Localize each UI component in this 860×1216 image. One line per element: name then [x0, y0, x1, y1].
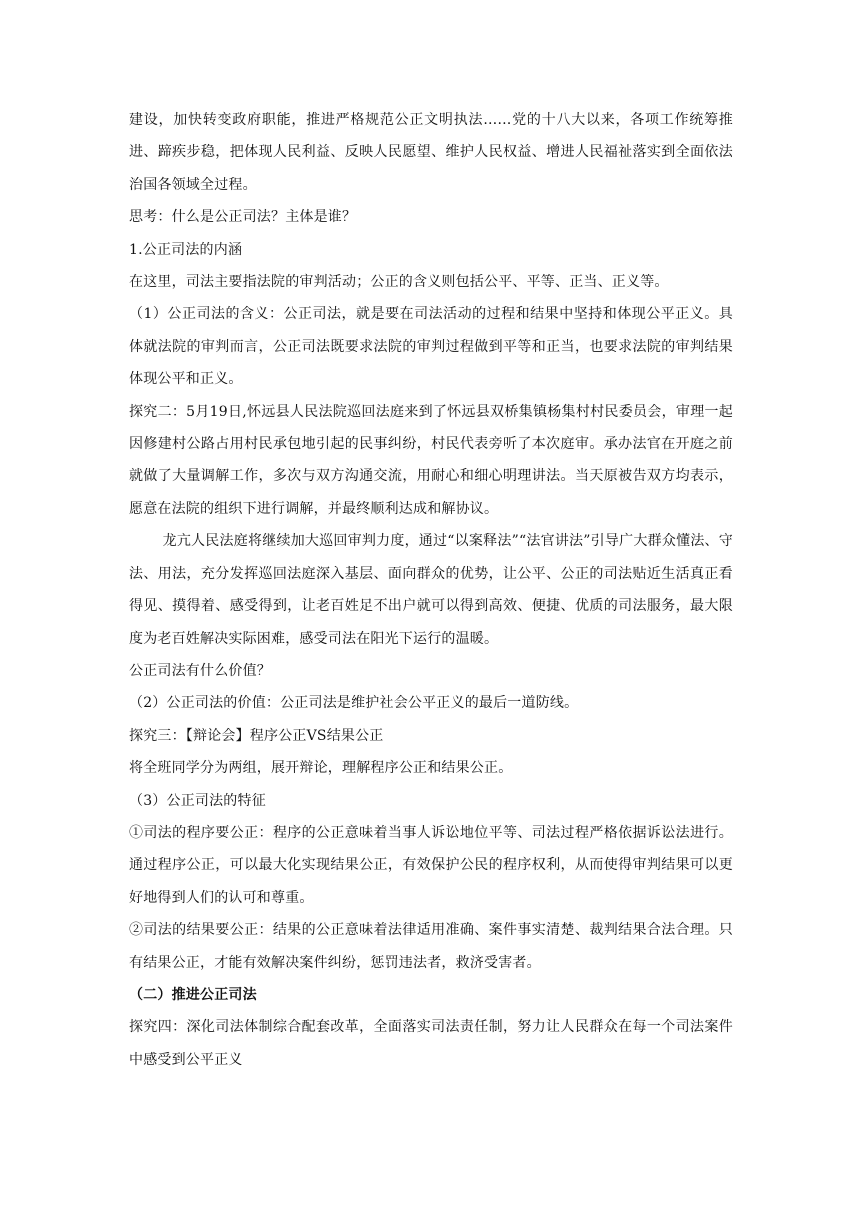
paragraph-debate-instruction: 将全班同学分为两组，展开辩论，理解程序公正和结果公正。 — [129, 760, 513, 777]
paragraph-question-value: 公正司法有什么价值？ — [129, 662, 271, 679]
heading-connotation: 1.公正司法的内涵 — [129, 241, 243, 258]
paragraph-meaning: （1）公正司法的含义：公正司法，就是要在司法活动的过程和结果中坚持和体现公平正义。具体就法院的审判而言，公正司法既要求法院的审判过程做到平等和正当，也要求法院的审判结果体现公平和正义。 — [129, 306, 733, 388]
heading-features: （3）公正司法的特征 — [129, 792, 266, 809]
document-body — [129, 104, 733, 1076]
paragraph-question-what-is-fair-justice: 思考：什么是公正司法？主体是谁？ — [129, 209, 357, 226]
paragraph-value: （2）公正司法的价值：公正司法是维护社会公平正义的最后一道防线。 — [129, 695, 579, 712]
paragraph-exploration-three: 探究三：【辩论会】程序公正VS结果公正 — [129, 727, 384, 744]
paragraph-result-justice: ②司法的结果要公正：结果的公正意味着法律适用准确、案件事实清楚、裁判结果合法合理。只有结果公正，才能有效解决案件纠纷，惩罚违法者，救济受害者。 — [129, 922, 733, 971]
paragraph-definition-of-terms: 在这里，司法主要指法院的审判活动；公正的含义则包括公平、平等、正当、正义等。 — [129, 274, 669, 291]
paragraph-procedural-justice: ①司法的程序要公正：程序的公正意味着当事人诉讼地位平等、司法过程严格依据诉讼法进行。通过程序公正，可以最大化实现结果公正，有效保护公民的程序权利，从而使得审判结果可以更好地得到人们的认可和尊重。 — [129, 824, 733, 906]
paragraph-exploration-four: 探究四：深化司法体制综合配套改革，全面落实司法责任制，努力让人民群众在每一个司法案件中感受到公平正义 — [129, 1019, 733, 1068]
paragraph-exploration-two: 探究二：5月19日,怀远县人民法院巡回法庭来到了怀远县双桥集镇杨集村村民委员会，审理一起因修建村公路占用村民承包地引起的民事纠纷，村民代表旁听了本次庭审。承办法官在开庭之前就做了大量调解工作，多次与双方沟通交流，用耐心和细心明理讲法。当天原被告双方均表示，愿意在法院的组织下进行调解，并最终顺利达成和解协议。 — [129, 403, 733, 517]
paragraph-intro-continued: 建设，加快转变政府职能，推进严格规范公正文明执法……党的十八大以来，各项工作统筹推进、蹄疾步稳，把体现人民利益、反映人民愿望、维护人民权益、增进人民福祉落实到全面依法治国各领域全过程。 — [129, 112, 733, 193]
paragraph-circuit-court: 龙亢人民法庭将继续加大巡回审判力度，通过“以案释法”“法官讲法”引导广大群众懂法、守法、用法，充分发挥巡回法庭深入基层、面向群众的优势，让公平、公正的司法贴近生活真正看得见、摸得着、感受得到，让老百姓足不出户就可以得到高效、便捷、优质的司法服务，最大限度为老百姓解决实际困难，感受司法在阳光下运行的温暖。 — [129, 533, 733, 647]
section-heading-promote: （二）推进公正司法 — [129, 986, 257, 1003]
